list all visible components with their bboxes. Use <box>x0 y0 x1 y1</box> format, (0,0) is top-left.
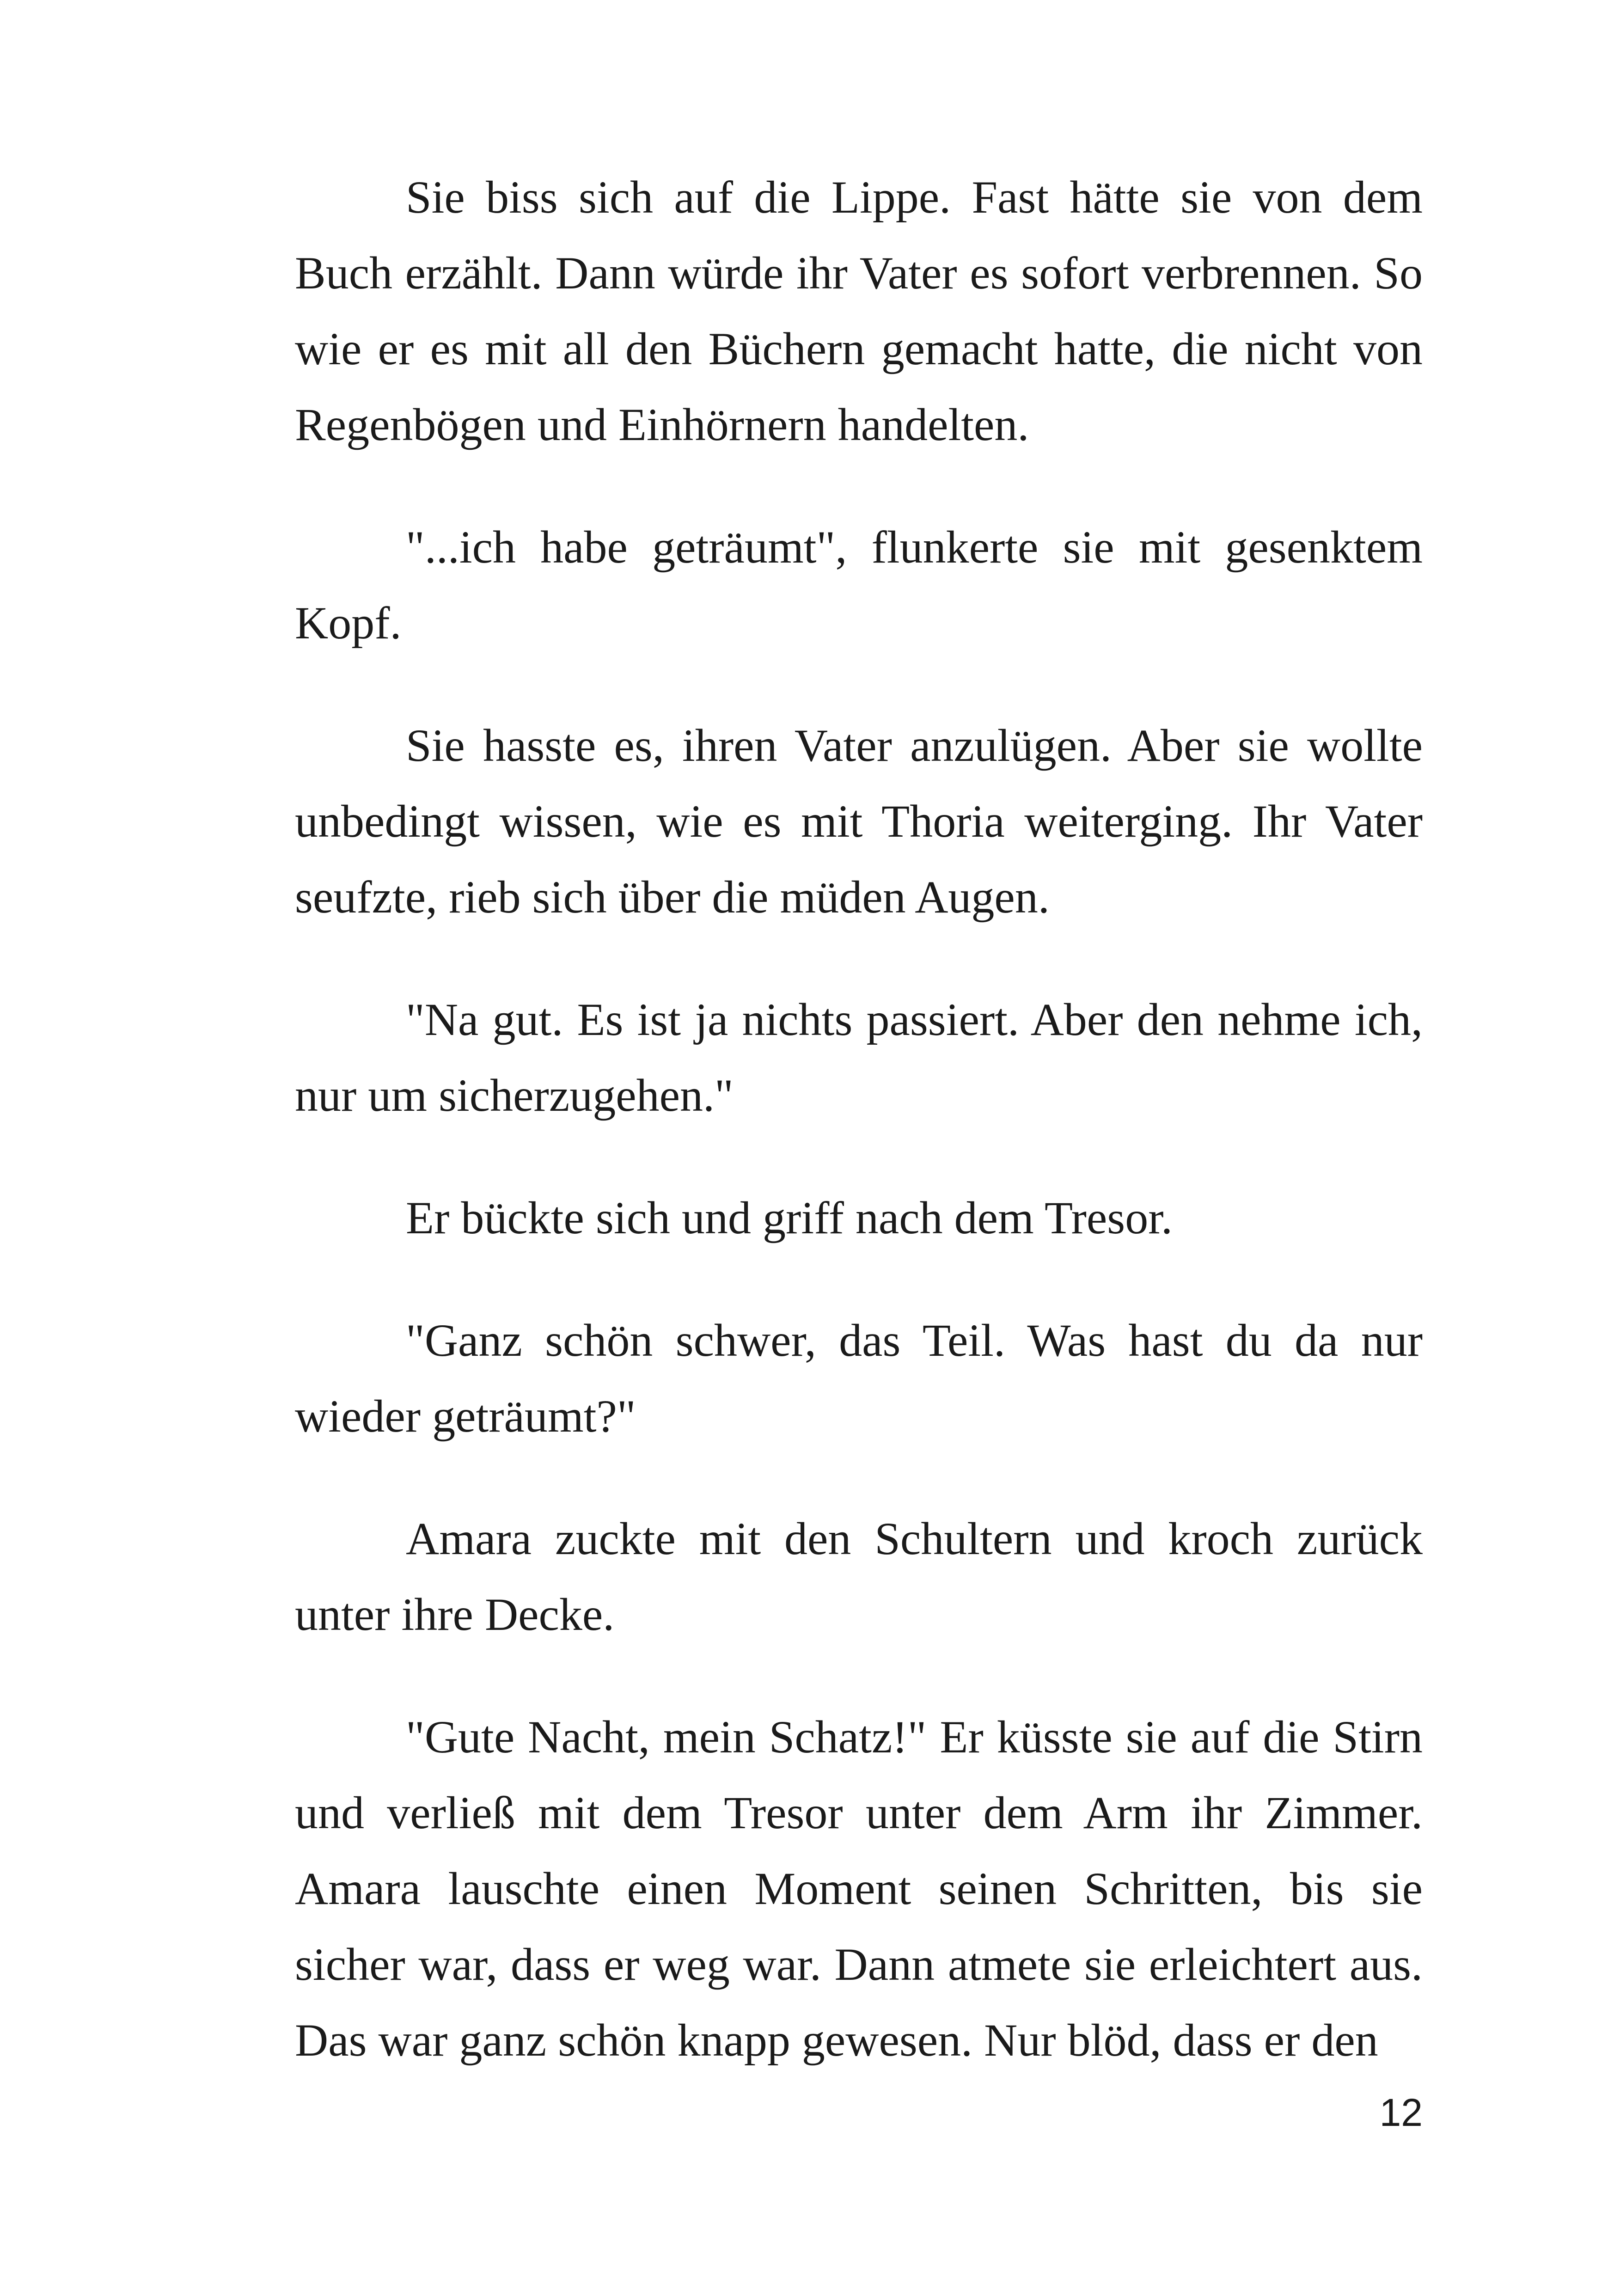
paragraph: "Na gut. Es ist ja nichts passiert. Aber den nehme ich, nur um sicherzugehen." <box>295 994 1423 1121</box>
page-number: 12 <box>1379 2091 1423 2134</box>
paragraph: Sie biss sich auf die Lippe. Fast hätte sie von dem Buch erzählt. Dann würde ihr Vater es sofort verbrennen. So wie er es mit all den Büchern gemacht hatte, die nicht von Regenbögen und Einhörnern handelten. <box>295 171 1423 450</box>
paragraph: "Gute Nacht, mein Schatz!" Er küsste sie auf die Stirn und verließ mit dem Tresor unter dem Arm ihr Zimmer. Amara lauschte einen Moment seinen Schritten, bis sie sicher war, dass er weg war. Dann atmete sie erleichtert aus. Das war ganz schön knapp gewesen. Nur blöd, dass er den <box>295 1711 1423 2066</box>
paragraph: "Ganz schön schwer, das Teil. Was hast du da nur wieder geträumt?" <box>295 1315 1423 1442</box>
paragraph: Sie hasste es, ihren Vater anzulügen. Aber sie wollte unbedingt wissen, wie es mit Thoria weiterging. Ihr Vater seufzte, rieb sich über die müden Augen. <box>295 720 1423 923</box>
paragraph: "...ich habe geträumt", flunkerte sie mit gesenktem Kopf. <box>295 521 1423 649</box>
body-text <box>295 159 1423 2078</box>
paragraph: Amara zuckte mit den Schultern und kroch zurück unter ihre Decke. <box>295 1513 1423 1640</box>
paragraph: Er bückte sich und griff nach dem Tresor. <box>406 1192 1173 1243</box>
